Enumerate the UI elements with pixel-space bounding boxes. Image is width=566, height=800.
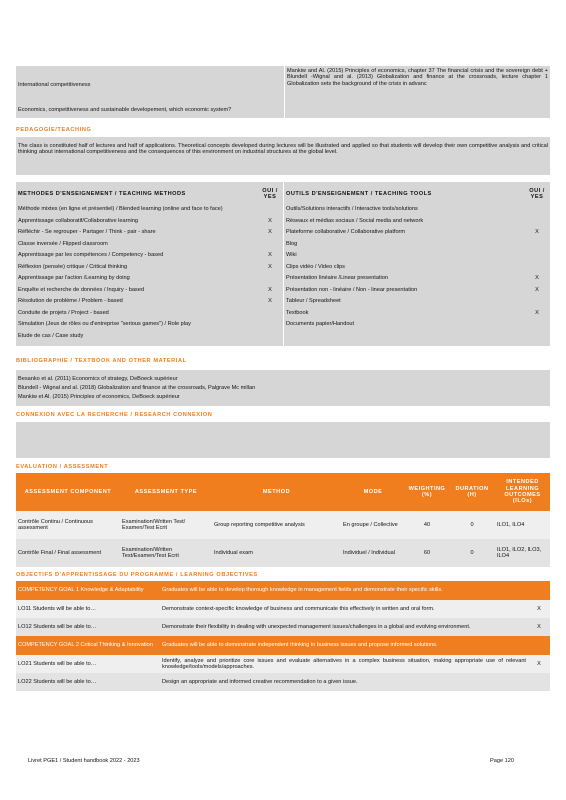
lo-check: X bbox=[537, 623, 541, 630]
tool-item bbox=[286, 321, 548, 333]
competency-goal-row bbox=[16, 636, 550, 655]
method-item-check: X bbox=[268, 229, 272, 235]
eval-cell-ilo: ILO1, ILO4 bbox=[497, 521, 525, 528]
eval-h-method: METHOD bbox=[262, 488, 291, 495]
evaluation-header-row bbox=[16, 473, 550, 511]
biblio-title: BIBLIOGRAPHIE / TEXTBOOK AND OTHER MATERIAL bbox=[16, 358, 187, 364]
tool-item-label: Présentation non - linéaire / Non - linear presentation bbox=[286, 286, 418, 293]
lo-text: Identify, analyze and prioritize core issues and evaluate alternatives in a complex business situation, making appropriate use of relevant knowledge/tools/models/approaches. bbox=[162, 657, 526, 670]
tool-item-check: X bbox=[535, 309, 539, 316]
methods-oui-header: OUI / YES bbox=[262, 187, 278, 200]
goal-desc: Graduates will be able to demonstrate independent thinking in business issues and propose informed solutions. bbox=[162, 642, 438, 649]
goal-name: COMPETENCY GOAL 1 Knowledge & Adaptability bbox=[18, 587, 144, 594]
tool-item bbox=[286, 275, 548, 287]
tools-header: OUTILS D'ENSEIGNEMENT / TEACHING TOOLS bbox=[286, 190, 432, 197]
tool-item bbox=[286, 298, 548, 310]
eval-h-duration: DURATION (H) bbox=[455, 485, 489, 498]
evaluation-row bbox=[16, 539, 550, 567]
competency-goal-row bbox=[16, 581, 550, 600]
tool-item-check: X bbox=[535, 229, 539, 235]
tool-item-label: Tableur / Spreadsheet bbox=[286, 298, 341, 304]
tool-item bbox=[286, 287, 548, 299]
eval-cell-method: Group reporting competitive analysis bbox=[214, 521, 305, 528]
tool-item-check: X bbox=[535, 286, 539, 293]
method-item bbox=[18, 321, 281, 333]
method-item-label: Simulation (Jeux de rôles ou d'entreprise "serious games") / Role play bbox=[18, 321, 191, 327]
tool-item bbox=[286, 252, 548, 264]
tool-item-label: Clips vidéo / Video clips bbox=[286, 263, 345, 270]
method-item bbox=[18, 333, 281, 345]
method-item-label: Enquête et recherche de données / Inquiry - based bbox=[18, 286, 144, 293]
eval-h-weight: WEIGHTING (%) bbox=[408, 485, 446, 498]
method-item bbox=[18, 229, 281, 241]
intl-competitiveness: International competitiveness bbox=[18, 82, 91, 88]
methods-list bbox=[18, 206, 281, 344]
lo-id: LO21 Students will be able to… bbox=[18, 660, 97, 667]
method-item-label: Réfléchir - Se regrouper - Partager / Think - pair - share bbox=[18, 229, 156, 235]
eval-cell-component: Contrôle Final / Final assessment bbox=[18, 549, 102, 556]
eval-cell-mode: Individuel / Individual bbox=[343, 549, 395, 556]
biblio-line: Blundell - Wignal and al. (2018) Globalization and finance at the crossroads, Palgrave Mc millan bbox=[18, 385, 256, 391]
method-item-check: X bbox=[268, 263, 272, 270]
pedagogie-text: The class is constituted half of lectures and half of applications. Theoretical concepts developed during lectures will be illustrated and applied so that students will develop their own competitive analysis and critical thinking about international competitiveness and the consequences of this environment on industrial structures at the global level. bbox=[18, 143, 548, 156]
tool-item-label: Blog bbox=[286, 240, 298, 247]
biblio-line: Besanko et al. (2011) Economics of strategy, DeBoeck supérieur bbox=[18, 376, 178, 382]
eval-cell-duration: 0 bbox=[470, 549, 474, 556]
tool-item-check: X bbox=[535, 275, 539, 281]
tool-item-label: Wiki bbox=[286, 252, 297, 258]
method-item bbox=[18, 206, 281, 218]
eval-h-ilo: INTENDED LEARNING OUTCOMES (ILOs) bbox=[504, 479, 541, 505]
tool-item-label: Réseaux et médias sociaux / Social media and network bbox=[286, 217, 424, 224]
learning-objective-row bbox=[16, 655, 550, 673]
tool-item-label: Textbook bbox=[286, 309, 309, 316]
eval-cell-component: Contrôle Continu / Continuous assessment bbox=[18, 518, 93, 531]
method-item-check: X bbox=[268, 217, 272, 224]
tool-item bbox=[286, 310, 548, 322]
tool-item-label: Présentation linéaire /Linear presentation bbox=[286, 275, 388, 281]
tool-item-label: Plateforme collaborative / Collaborative platform bbox=[286, 229, 406, 235]
method-item-label: Apprentissage par l'action /Learning by doing bbox=[18, 275, 130, 281]
methods-header: METHODES D'ENSEIGNEMENT / TEACHING METHODS bbox=[18, 190, 186, 197]
evaluation-title: EVALUATION / ASSESSMENT bbox=[16, 464, 109, 470]
tool-item bbox=[286, 218, 548, 230]
method-item-label: Réflexion (pensée) critique / Critical thinking bbox=[18, 263, 128, 270]
lo-text: Demonstrate context-specific knowledge of business and communicate this effectively in written and oral form. bbox=[162, 605, 435, 612]
lo-text: Demonstrate their flexibility in dealing with unexpected management issues/challenges in a global and evolving environment. bbox=[162, 623, 471, 630]
methods-tools-block bbox=[16, 182, 550, 346]
method-item bbox=[18, 218, 281, 230]
eval-cell-mode: En groupe / Collective bbox=[343, 521, 398, 528]
method-item-label: Conduite de projets / Project - based bbox=[18, 309, 109, 316]
eval-cell-method: Individual exam bbox=[214, 549, 253, 556]
eval-h-type: ASSESSMENT TYPE bbox=[134, 488, 198, 495]
eval-cell-weight: 60 bbox=[423, 549, 431, 556]
method-item bbox=[18, 275, 281, 287]
lo-check: X bbox=[537, 605, 541, 612]
learning-objective-row bbox=[16, 600, 550, 618]
method-item-label: Etude de cas / Case study bbox=[18, 332, 84, 339]
tool-item bbox=[286, 264, 548, 276]
objectifs-table bbox=[16, 581, 550, 691]
footer-page: Page 120 bbox=[490, 758, 514, 764]
tools-oui-header: OUI / YES bbox=[529, 187, 545, 200]
eval-cell-weight: 40 bbox=[423, 521, 431, 528]
method-item bbox=[18, 298, 281, 310]
lo-id: LO11 Students will be able to… bbox=[18, 605, 96, 612]
learning-objective-row bbox=[16, 673, 550, 691]
method-item-check: X bbox=[268, 298, 272, 304]
connexion-block bbox=[16, 422, 550, 458]
method-item-label: Méthode mixtes (en ligne et présentiel) / Blended learning (online and face to face) bbox=[18, 206, 223, 212]
connexion-title: CONNEXION AVEC LA RECHERCHE / RESEARCH CONNEXION bbox=[16, 412, 213, 418]
top-block bbox=[16, 66, 550, 118]
footer-left: Livret PGE1 / Student handbook 2022 - 2023 bbox=[28, 758, 140, 764]
tool-item-label: Documents papier/Handout bbox=[286, 321, 355, 327]
method-item-label: Apprentissage collaboratif/Collaborative learning bbox=[18, 217, 139, 224]
eval-h-mode: MODE bbox=[363, 488, 383, 495]
pedagogie-title: PEDAGOGIE/TEACHING bbox=[16, 127, 92, 133]
pedagogie-block bbox=[16, 137, 550, 175]
learning-objective-row bbox=[16, 618, 550, 636]
eval-cell-duration: 0 bbox=[470, 521, 474, 528]
evaluation-table bbox=[16, 473, 550, 567]
tool-item bbox=[286, 241, 548, 253]
tool-item-label: Outils/Solutions interactifs / Interactive tools/solutions bbox=[286, 206, 418, 212]
objectifs-title: OBJECTIFS D'APPRENTISSAGE DU PROGRAMME / LEARNING OBJECTIVES bbox=[16, 572, 258, 578]
lo-id: LO12 Students will be able to… bbox=[18, 623, 97, 630]
lo-check: X bbox=[537, 660, 541, 667]
method-item bbox=[18, 264, 281, 276]
method-item-check: X bbox=[268, 286, 272, 293]
method-item-label: Apprentissage par les compétences / Competency - based bbox=[18, 252, 164, 258]
goal-name: COMPETENCY GOAL 2 Critical Thinking & Innovation bbox=[18, 642, 153, 649]
reference-text: Mankiw and Al. (2015) Principles of economics, chapter 37 The financial crisis and the sovereign debt + Blundell -Wignal and al. (2013) Globalization and finance at the crossroads, lecture chapter 1 Globalization sets the background of the crisis in advanc bbox=[287, 68, 548, 87]
evaluation-row bbox=[16, 511, 550, 539]
goal-desc: Graduates will be able to develop thorough knowledge in management fields and demonstrate their specific skills. bbox=[162, 587, 443, 594]
eval-cell-ilo: ILO1, ILO2, ILO3, ILO4 bbox=[497, 546, 542, 559]
biblio-line: Mankiw et Al. (2015) Principles of economics, DeBoeck supérieur bbox=[18, 394, 180, 400]
tools-list bbox=[286, 206, 548, 333]
biblio-block bbox=[16, 370, 550, 406]
tool-item bbox=[286, 229, 548, 241]
method-item bbox=[18, 310, 281, 322]
tool-item bbox=[286, 206, 548, 218]
method-item bbox=[18, 287, 281, 299]
lo-text: Design an appropriate and informed creative recommendation to a given issue. bbox=[162, 678, 358, 685]
eval-cell-type: Examination/Written Test/ Examen/Test Ecrit bbox=[122, 518, 186, 531]
tools-column bbox=[284, 182, 550, 346]
methods-column bbox=[16, 182, 284, 346]
eval-h-component: ASSESSMENT COMPONENT bbox=[24, 488, 112, 495]
method-item-check: X bbox=[268, 252, 272, 258]
lo-id: LO22 Students will be able to… bbox=[18, 678, 97, 685]
method-item bbox=[18, 241, 281, 253]
eval-cell-type: Examination/Written Test/Examen/Test Ecrit bbox=[122, 546, 179, 559]
method-item bbox=[18, 252, 281, 264]
method-item-label: Résolution de problème / Problem - based bbox=[18, 298, 123, 304]
econ-topic: Economics, competitiveness and sustainable developement, which economic system? bbox=[18, 107, 232, 113]
method-item-label: Classe inversée / Flipped classroom bbox=[18, 240, 108, 247]
